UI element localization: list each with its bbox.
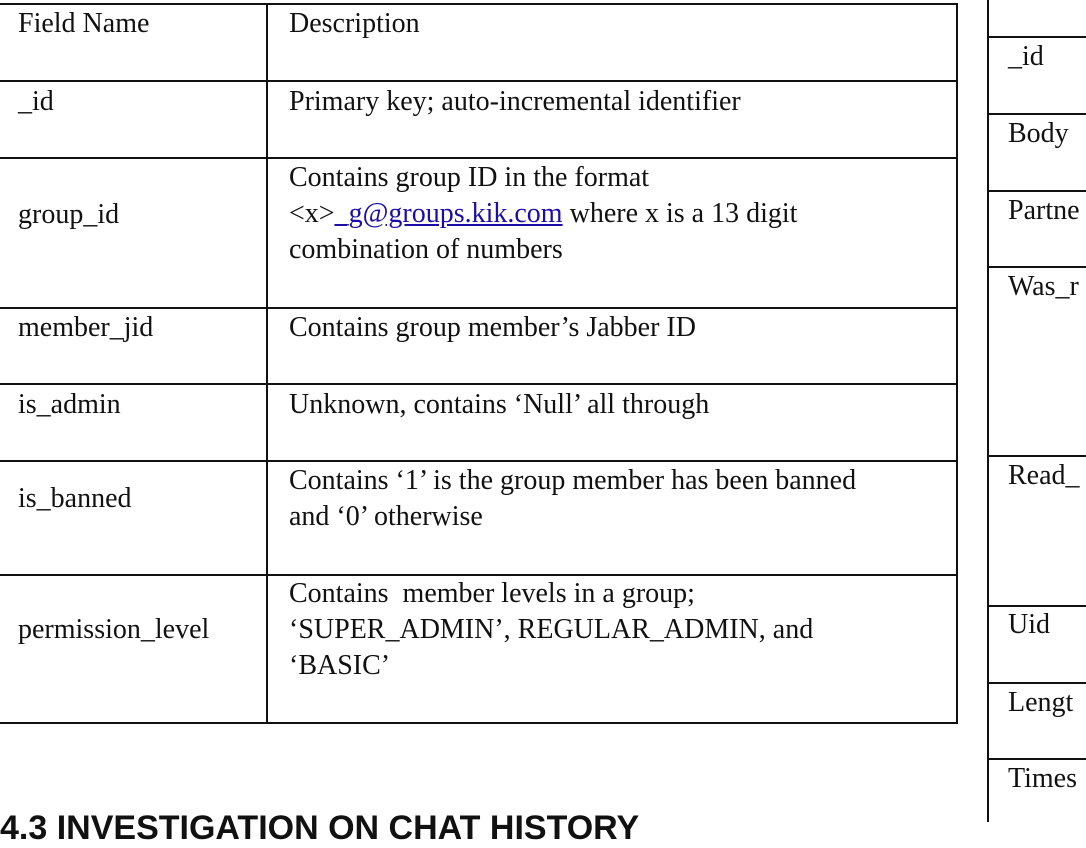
table-row-divider xyxy=(0,80,958,82)
table-row-description: Contains ‘1’ is the group member has been banned xyxy=(289,465,857,496)
right-table-row-divider xyxy=(987,758,1086,760)
table-row-description-line: and ‘0’ otherwise xyxy=(289,501,483,532)
table-row-field: is_banned xyxy=(18,483,132,514)
table-border-right xyxy=(956,3,958,724)
right-table-row-divider xyxy=(987,266,1086,268)
table-row-description-line xyxy=(289,196,797,232)
table-row-description-line: combination of numbers xyxy=(289,234,563,265)
table-header-description: Description xyxy=(289,8,420,39)
right-table-field: Body xyxy=(1008,118,1069,149)
format-prefix: <x> xyxy=(289,198,335,229)
table-row-divider xyxy=(0,157,958,159)
right-table-border-left xyxy=(987,0,989,822)
table-row-field: permission_level xyxy=(18,614,210,645)
table-row-field: member_jid xyxy=(18,312,154,343)
table-column-divider xyxy=(266,3,268,724)
right-table-field: Was_r xyxy=(1008,271,1079,302)
table-row-divider xyxy=(0,460,958,462)
right-table-row-divider xyxy=(987,455,1086,457)
table-row-description-line: ‘BASIC’ xyxy=(289,650,391,681)
right-table-row-divider xyxy=(987,190,1086,192)
table-row-description: Unknown, contains ‘Null’ all through xyxy=(289,389,710,420)
table-border-bottom xyxy=(0,722,958,724)
section-heading: 4.3 INVESTIGATION ON CHAT HISTORY xyxy=(0,809,640,847)
table-row-description: Contains member levels in a group; xyxy=(289,578,695,609)
right-table-field: _id xyxy=(1008,41,1044,72)
right-table-field: Times xyxy=(1008,763,1078,794)
table-row-field: group_id xyxy=(18,199,120,230)
table-row-description: Contains group ID in the format xyxy=(289,162,650,193)
format-suffix: where x is a 13 digit xyxy=(562,198,798,229)
table-row-description: Contains group member’s Jabber ID xyxy=(289,312,696,343)
table-row-divider xyxy=(0,307,958,309)
table-row-field: is_admin xyxy=(18,389,121,420)
right-table-row-divider xyxy=(987,682,1086,684)
table-row-description: Primary key; auto-incremental identifier xyxy=(289,86,741,117)
right-table-row-divider xyxy=(987,113,1086,115)
table-border-top xyxy=(0,3,958,5)
right-table-field: Partne xyxy=(1008,195,1080,226)
right-table-row-divider xyxy=(987,36,1086,38)
table-header-field-name: Field Name xyxy=(18,8,150,39)
groups-email-link[interactable]: _g@groups.kik.com xyxy=(334,198,563,229)
right-table-field: Read_ xyxy=(1008,460,1080,491)
table-row-field: _id xyxy=(18,86,54,117)
table-row-description-line: ‘SUPER_ADMIN’, REGULAR_ADMIN, and xyxy=(289,614,814,645)
right-table-field: Lengt xyxy=(1008,687,1074,718)
table-row-divider xyxy=(0,383,958,385)
right-table-field: Uid xyxy=(1008,609,1050,640)
